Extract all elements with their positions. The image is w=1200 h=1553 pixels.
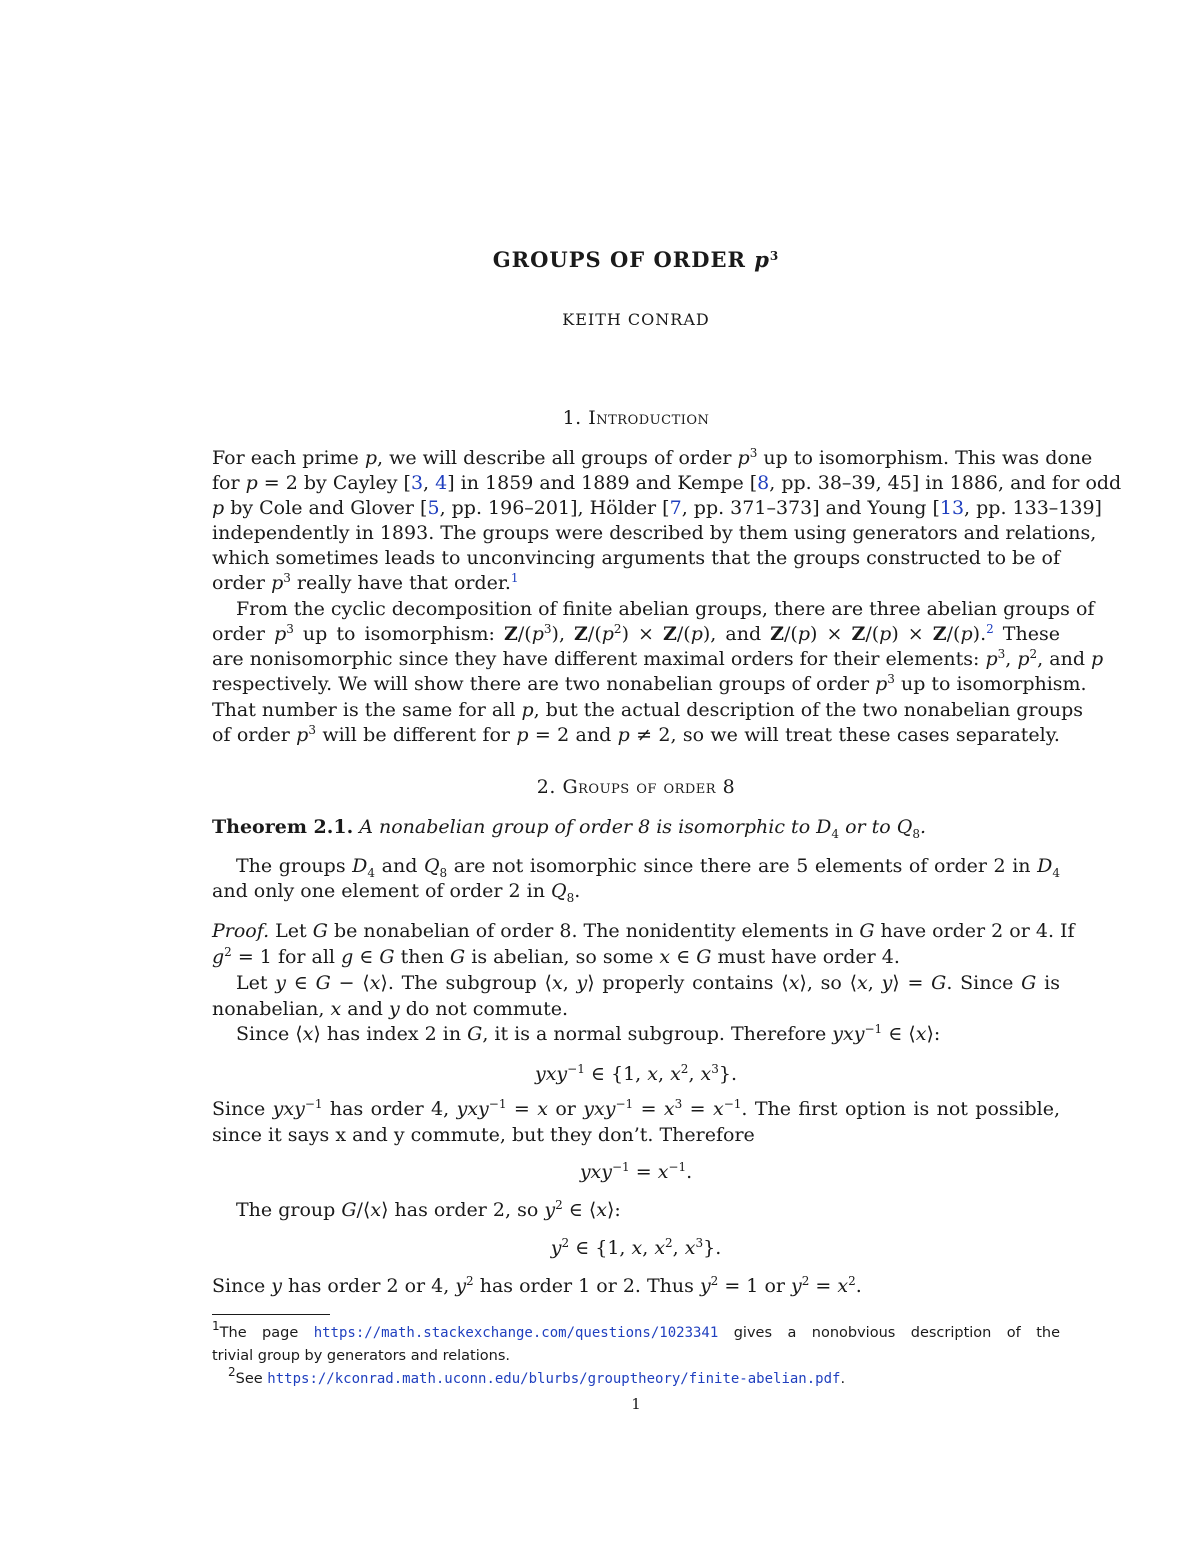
proof-label: Proof. [212, 920, 270, 942]
footnote-marker[interactable]: 2 [986, 622, 994, 636]
intro-line-9: are nonisomorphic since they have different maximal orders for their elements: $p^3$, $p^2$, and p [212, 647, 1104, 670]
intro-line-8: order $p^3$ up to isomorphism: $Z/(p^3)$, $Z/(p^2) \times Z/(p)$, and Z/(p) × Z/(p) × Z/(p).$^2$ These [212, 622, 1060, 645]
intro-line-6: order $p^3$ really have that order.$^1$ [212, 571, 519, 594]
remark-line-1: The groups $D_4$ and $Q_8$ are not isomorphic since there are 5 elements of order 2 in $D_4$ [236, 855, 1061, 880]
intro-line-12: of order $p^3$ will be different for p = 2 and p ≠ 2, so we will treat these cases separately. [212, 723, 1060, 746]
proof-line-3: Let y ∈ G − ⟨x⟩. The subgroup ⟨x, y⟩ properly contains ⟨x⟩, so ⟨x, y⟩ = G. Since G is [236, 972, 1060, 994]
footnote-2-link[interactable]: https://kconrad.math.uconn.edu/blurbs/grouptheory/finite-abelian.pdf [267, 1371, 841, 1387]
section-heading-groups-of-order-8: 2. Groups of order 8 [536, 776, 736, 798]
equation-2: $yxy^{-1} = x^{-1}$. [579, 1160, 693, 1183]
intro-line-5: which sometimes leads to unconvincing arguments that the groups constructed to be of [212, 547, 1060, 569]
footnote-1-line-1: $^1$The page https://math.stackexchange.com/questions/1023341 gives a nonobvious description of the [212, 1319, 1061, 1341]
theorem-label: Theorem 2.1. [212, 816, 354, 838]
citation-link[interactable]: 3 [410, 472, 424, 494]
section-heading-introduction: 1. Introduction [562, 407, 710, 429]
proof-line-8: The group G/⟨x⟩ has order 2, so $y^2$ ∈ ⟨x⟩: [236, 1198, 621, 1221]
proof-line-2: $g^2 = 1$ for all g ∈ G then G is abelian, so some x ∈ G must have order 4. [212, 945, 900, 968]
footnote-1-link[interactable]: https://math.stackexchange.com/questions/1023341 [313, 1325, 719, 1341]
page-number: 1 [631, 1395, 641, 1413]
intro-line-2: for p = 2 by Cayley [3, 4] in 1859 and 1889 and Kempe [8, pp. 38–39, 45] in 1886, and for odd [212, 472, 1122, 494]
citation-link[interactable]: 8 [757, 472, 770, 494]
proof-line-1: Proof. Let G be nonabelian of order 8. The nonidentity elements in G have order 2 or 4. If [212, 920, 1075, 942]
proof-line-6: Since yxy$^{-1}$ has order 4, yxy$^{-1}$ = x or $yxy^{-1} = x^3 = x^{-1}$. The first option is not possible, [212, 1097, 1061, 1120]
proof-line-7: since it says x and y commute, but they don’t. Therefore [212, 1124, 755, 1146]
proof-line-9: Since y has order 2 or 4, $y^2$ has order 1 or 2. Thus $y^2 = 1$ or $y^2 = x^2$. [212, 1274, 862, 1297]
proof-line-4: nonabelian, x and y do not commute. [212, 998, 569, 1020]
intro-line-7: From the cyclic decomposition of finite abelian groups, there are three abelian groups of [236, 598, 1095, 620]
equation-1: yxy$^{-1}$ ∈ {1, x, $x^2$, $x^3$}. [534, 1062, 738, 1085]
proof-line-5: Since ⟨x⟩ has index 2 in G, it is a normal subgroup. Therefore yxy$^{-1}$ ∈ ⟨x⟩: [236, 1022, 941, 1045]
footnote-rule [212, 1314, 330, 1315]
footnote-1-line-2: trivial group by generators and relations. [212, 1348, 510, 1364]
author-name: KEITH CONRAD [562, 310, 710, 329]
intro-line-3: p by Cole and Glover [5, pp. 196–201], Hölder [7, pp. 371–373] and Young [13, pp. 133–139] [212, 497, 1102, 519]
citation-link[interactable]: 7 [669, 497, 682, 519]
paper-title: GROUPS OF ORDER $p^3$ [492, 247, 780, 272]
citation-link[interactable]: 5 [427, 497, 440, 519]
footnote-2: $^2$See https://kconrad.math.uconn.edu/blurbs/grouptheory/finite-abelian.pdf. [228, 1365, 846, 1387]
theorem-2-1: Theorem 2.1. A nonabelian group of order 8 is isomorphic to $D_4$ or to $Q_8$. [212, 816, 927, 841]
footnote-1-marker: 1 [212, 1319, 220, 1333]
footnote-marker[interactable]: 1 [510, 571, 519, 585]
citation-link[interactable]: 13 [939, 497, 965, 519]
intro-line-1: For each prime p, we will describe all groups of order $p^3$ up to isomorphism. This was done [212, 446, 1093, 469]
intro-line-10: respectively. We will show there are two nonabelian groups of order $p^3$ up to isomorphism. [212, 672, 1087, 695]
equation-3: $y^2$ ∈ {1, x, $x^2$, $x^3$}. [550, 1236, 722, 1259]
citation-link[interactable]: 4 [435, 472, 448, 494]
remark-line-2: and only one element of order 2 in $Q_8$. [212, 880, 581, 905]
intro-line-11: That number is the same for all p, but the actual description of the two nonabelian groups [212, 699, 1084, 721]
footnote-2-marker: 2 [228, 1365, 236, 1379]
intro-line-4: independently in 1893. The groups were described by them using generators and relations, [212, 522, 1097, 544]
